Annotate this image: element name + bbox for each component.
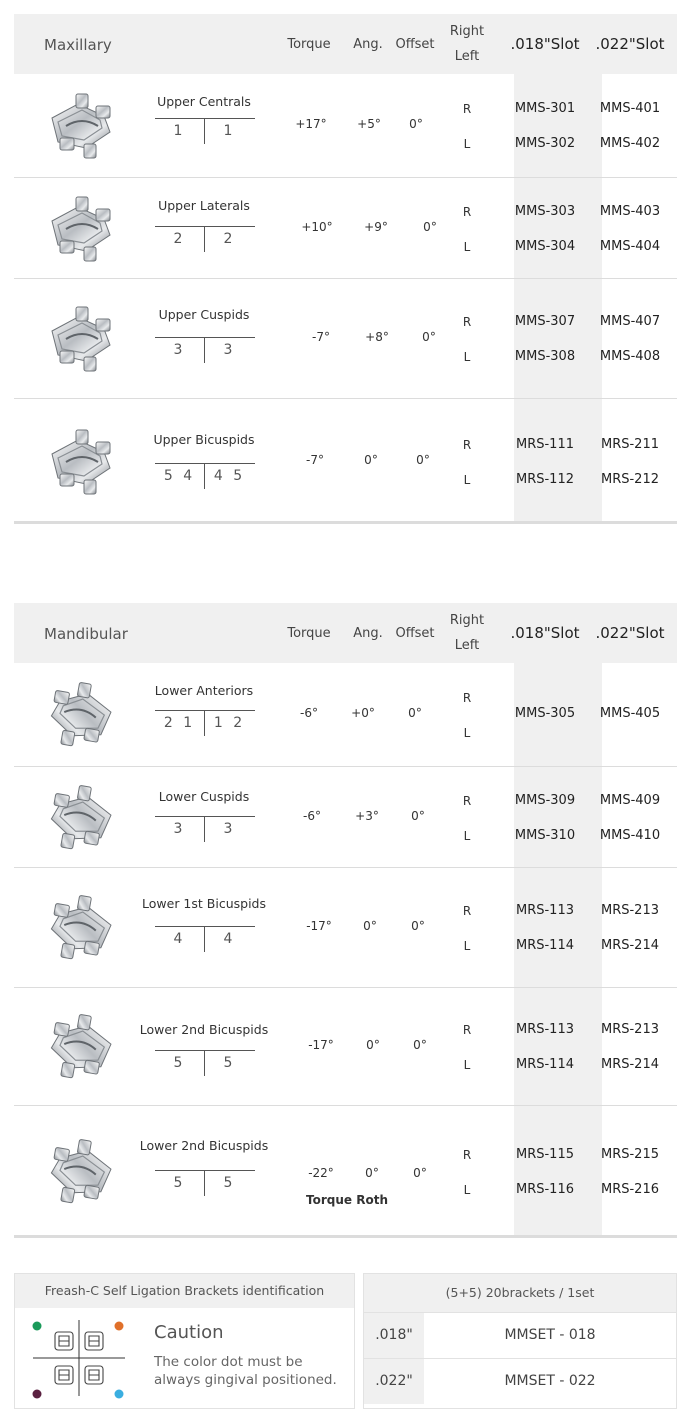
torque-value: -6° bbox=[300, 706, 318, 720]
table-header bbox=[14, 603, 677, 663]
torque-header: Torque bbox=[287, 626, 331, 641]
set-box bbox=[363, 1273, 677, 1409]
code-018-left: MMS-308 bbox=[514, 349, 576, 364]
identification-box bbox=[14, 1273, 355, 1409]
table-row bbox=[14, 74, 677, 178]
code-018-left: MMS-310 bbox=[514, 827, 576, 843]
caution-heading: Caution bbox=[154, 1322, 224, 1343]
tooth-name: Upper Cuspids bbox=[158, 307, 250, 322]
right-label: R bbox=[462, 793, 472, 808]
bracket-image bbox=[32, 1000, 131, 1094]
maxillary-table bbox=[14, 14, 677, 526]
tooth-name: Upper Bicuspids bbox=[153, 432, 255, 447]
identification-title: Freash-C Self Ligation Brackets identification bbox=[15, 1274, 354, 1308]
left-label: L bbox=[463, 472, 471, 487]
mandibular-table bbox=[14, 603, 677, 1240]
bracket-orientation-diagram bbox=[29, 1316, 129, 1400]
color-dot-icon bbox=[33, 1322, 42, 1331]
tooth-number-left: 5 bbox=[173, 1175, 186, 1191]
bracket-image bbox=[32, 771, 131, 865]
tooth-chart bbox=[155, 1050, 255, 1075]
bracket-image bbox=[32, 1125, 131, 1219]
tooth-chart bbox=[155, 816, 255, 841]
right-label: R bbox=[462, 315, 472, 329]
right-left-header bbox=[450, 19, 484, 69]
bracket-image bbox=[38, 299, 124, 379]
tooth-number-left: 1 bbox=[173, 123, 186, 139]
code-022-right: MMS-409 bbox=[599, 792, 661, 808]
tooth-chart bbox=[155, 1170, 255, 1195]
code-018-left: MRS-112 bbox=[515, 471, 575, 487]
offset-value: 0° bbox=[423, 219, 437, 234]
code-018-left: MRS-114 bbox=[515, 938, 575, 953]
torque-value: +10° bbox=[301, 219, 333, 234]
slot-018-header: .018"Slot bbox=[510, 624, 580, 642]
torque-value: -22° bbox=[308, 1166, 334, 1180]
code-018-right: MMS-301 bbox=[514, 101, 576, 116]
section-title: Maxillary bbox=[44, 36, 112, 54]
table-row bbox=[14, 178, 677, 279]
code-022-right: MRS-213 bbox=[600, 1022, 660, 1037]
code-018-right: MMS-307 bbox=[514, 314, 576, 329]
tooth-number-right: 3 bbox=[223, 342, 236, 358]
torque-value: -17° bbox=[306, 919, 332, 933]
left-header: Left bbox=[454, 638, 480, 653]
tooth-chart bbox=[155, 337, 255, 362]
left-label: L bbox=[463, 239, 471, 254]
tooth-number-right: 1 2 bbox=[213, 715, 246, 731]
left-label: L bbox=[463, 726, 471, 740]
code-022-left: MMS-410 bbox=[599, 827, 661, 843]
tooth-number-left: 5 4 bbox=[163, 468, 196, 484]
offset-value: 0° bbox=[413, 1038, 427, 1052]
code-022-left: MRS-212 bbox=[600, 471, 660, 487]
slot-022-header: .022"Slot bbox=[595, 35, 665, 53]
section-title: Mandibular bbox=[44, 625, 128, 643]
code-018-left: MRS-114 bbox=[515, 1057, 575, 1072]
tooth-name: Upper Centrals bbox=[157, 94, 251, 109]
color-dot-icon bbox=[115, 1322, 124, 1331]
right-label: R bbox=[462, 437, 472, 452]
left-label: L bbox=[463, 939, 471, 953]
left-label: L bbox=[463, 350, 471, 364]
code-022-right: MMS-403 bbox=[599, 203, 661, 219]
code-022-left: MRS-214 bbox=[600, 938, 660, 953]
offset-header: Offset bbox=[395, 37, 435, 52]
table-row bbox=[14, 279, 677, 399]
tooth-name: Lower Anteriors bbox=[154, 683, 254, 698]
angulation-header: Ang. bbox=[353, 37, 383, 52]
right-label: R bbox=[462, 102, 472, 116]
code-018-left: MMS-304 bbox=[514, 238, 576, 254]
code-022-right: MRS-211 bbox=[600, 436, 660, 452]
right-header: Right bbox=[449, 613, 485, 628]
code-018-right: MMS-303 bbox=[514, 203, 576, 219]
caution-message: The color dot must be always gingival positioned. bbox=[154, 1354, 337, 1388]
angulation-value: 0° bbox=[366, 1038, 380, 1052]
slot-018-header: .018"Slot bbox=[510, 35, 580, 53]
tooth-name: Lower Cuspids bbox=[158, 789, 250, 804]
angulation-value: +0° bbox=[351, 706, 375, 720]
bracket-image bbox=[38, 422, 124, 502]
left-label: L bbox=[463, 137, 471, 151]
color-dot-icon bbox=[115, 1390, 124, 1399]
angulation-value: 0° bbox=[364, 452, 378, 467]
torque-value: -6° bbox=[303, 808, 321, 823]
bracket-image bbox=[32, 881, 131, 975]
offset-value: 0° bbox=[411, 808, 425, 823]
tooth-name: Lower 2nd Bicuspids bbox=[139, 1138, 269, 1153]
set-slot-label: .018" bbox=[364, 1313, 424, 1358]
torque-value: -7° bbox=[306, 452, 324, 467]
slot-022-header: .022"Slot bbox=[595, 624, 665, 642]
tooth-number-right: 1 bbox=[223, 123, 236, 139]
tooth-number-left: 2 bbox=[173, 231, 186, 247]
tooth-number-left: 2 1 bbox=[163, 715, 196, 731]
table-header bbox=[14, 14, 677, 74]
code-022-right: MMS-407 bbox=[599, 314, 661, 329]
tooth-number-left: 3 bbox=[173, 821, 186, 837]
right-label: R bbox=[462, 1148, 472, 1162]
torque-value: +17° bbox=[295, 117, 327, 131]
tooth-chart bbox=[155, 926, 255, 951]
code-022-left: MMS-402 bbox=[599, 136, 661, 151]
left-label: L bbox=[463, 1058, 471, 1072]
code-018: MMS-305 bbox=[514, 706, 576, 721]
code-022-right: MRS-215 bbox=[600, 1147, 660, 1162]
right-label: R bbox=[462, 1023, 472, 1037]
table-row bbox=[14, 399, 677, 524]
right-label: R bbox=[462, 904, 472, 918]
table-row bbox=[14, 663, 677, 767]
torque-header: Torque bbox=[287, 37, 331, 52]
set-code: MMSET - 022 bbox=[504, 1373, 596, 1389]
tooth-chart bbox=[155, 226, 255, 251]
angulation-header: Ang. bbox=[353, 626, 383, 641]
code-022-left: MRS-214 bbox=[600, 1057, 660, 1072]
tooth-number-left: 3 bbox=[173, 342, 186, 358]
angulation-value: 0° bbox=[363, 919, 377, 933]
bracket-image bbox=[32, 668, 131, 762]
offset-value: 0° bbox=[413, 1166, 427, 1180]
code-022: MMS-405 bbox=[599, 706, 661, 721]
offset-header: Offset bbox=[395, 626, 435, 641]
right-left-header bbox=[450, 608, 484, 658]
tooth-chart bbox=[155, 118, 255, 143]
code-022-left: MMS-404 bbox=[599, 238, 661, 254]
code-022-left: MRS-216 bbox=[600, 1182, 660, 1197]
code-022-left: MMS-408 bbox=[599, 349, 661, 364]
set-slot-label: .022" bbox=[364, 1359, 424, 1404]
code-018-right: MRS-111 bbox=[515, 436, 575, 452]
code-018-left: MMS-302 bbox=[514, 136, 576, 151]
left-label: L bbox=[463, 828, 471, 843]
tooth-number-right: 2 bbox=[223, 231, 236, 247]
left-label: L bbox=[463, 1183, 471, 1197]
color-dot-icon bbox=[33, 1390, 42, 1399]
code-022-right: MMS-401 bbox=[599, 101, 661, 116]
offset-value: 0° bbox=[408, 706, 422, 720]
right-header: Right bbox=[449, 24, 485, 39]
bracket-image bbox=[38, 189, 124, 269]
torque-note: Torque Roth bbox=[306, 1193, 388, 1207]
angulation-value: 0° bbox=[365, 1166, 379, 1180]
tooth-number-right: 4 bbox=[223, 931, 236, 947]
tooth-chart bbox=[155, 463, 255, 488]
right-label: R bbox=[462, 691, 472, 705]
bracket-image bbox=[38, 86, 124, 166]
offset-value: 0° bbox=[411, 919, 425, 933]
table-row bbox=[14, 767, 677, 868]
code-018-right: MRS-113 bbox=[515, 903, 575, 918]
tooth-chart bbox=[155, 710, 255, 735]
tooth-number-right: 4 5 bbox=[213, 468, 246, 484]
table-row bbox=[14, 1106, 677, 1238]
tooth-number-right: 5 bbox=[223, 1055, 236, 1071]
table-row bbox=[14, 988, 677, 1106]
tooth-name: Lower 2nd Bicuspids bbox=[139, 1022, 269, 1037]
angulation-value: +5° bbox=[357, 117, 381, 131]
offset-value: 0° bbox=[416, 452, 430, 467]
tooth-number-left: 5 bbox=[173, 1055, 186, 1071]
right-label: R bbox=[462, 204, 472, 219]
angulation-value: +9° bbox=[364, 219, 388, 234]
set-title: (5+5) 20brackets / 1set bbox=[364, 1274, 676, 1312]
table-row bbox=[14, 868, 677, 988]
code-022-right: MRS-213 bbox=[600, 903, 660, 918]
torque-value: -7° bbox=[312, 330, 330, 344]
tooth-name: Upper Laterals bbox=[158, 198, 250, 213]
set-code: MMSET - 018 bbox=[504, 1327, 596, 1343]
tooth-name: Lower 1st Bicuspids bbox=[142, 896, 266, 911]
code-018-right: MMS-309 bbox=[514, 792, 576, 808]
angulation-value: +3° bbox=[355, 808, 379, 823]
torque-value: -17° bbox=[308, 1038, 334, 1052]
tooth-number-left: 4 bbox=[173, 931, 186, 947]
code-018-right: MRS-113 bbox=[515, 1022, 575, 1037]
tooth-number-right: 3 bbox=[223, 821, 236, 837]
offset-value: 0° bbox=[422, 330, 436, 344]
code-018-right: MRS-115 bbox=[515, 1147, 575, 1162]
angulation-value: +8° bbox=[365, 330, 389, 344]
code-018-left: MRS-116 bbox=[515, 1182, 575, 1197]
left-header: Left bbox=[454, 49, 480, 64]
offset-value: 0° bbox=[409, 117, 423, 131]
tooth-number-right: 5 bbox=[223, 1175, 236, 1191]
